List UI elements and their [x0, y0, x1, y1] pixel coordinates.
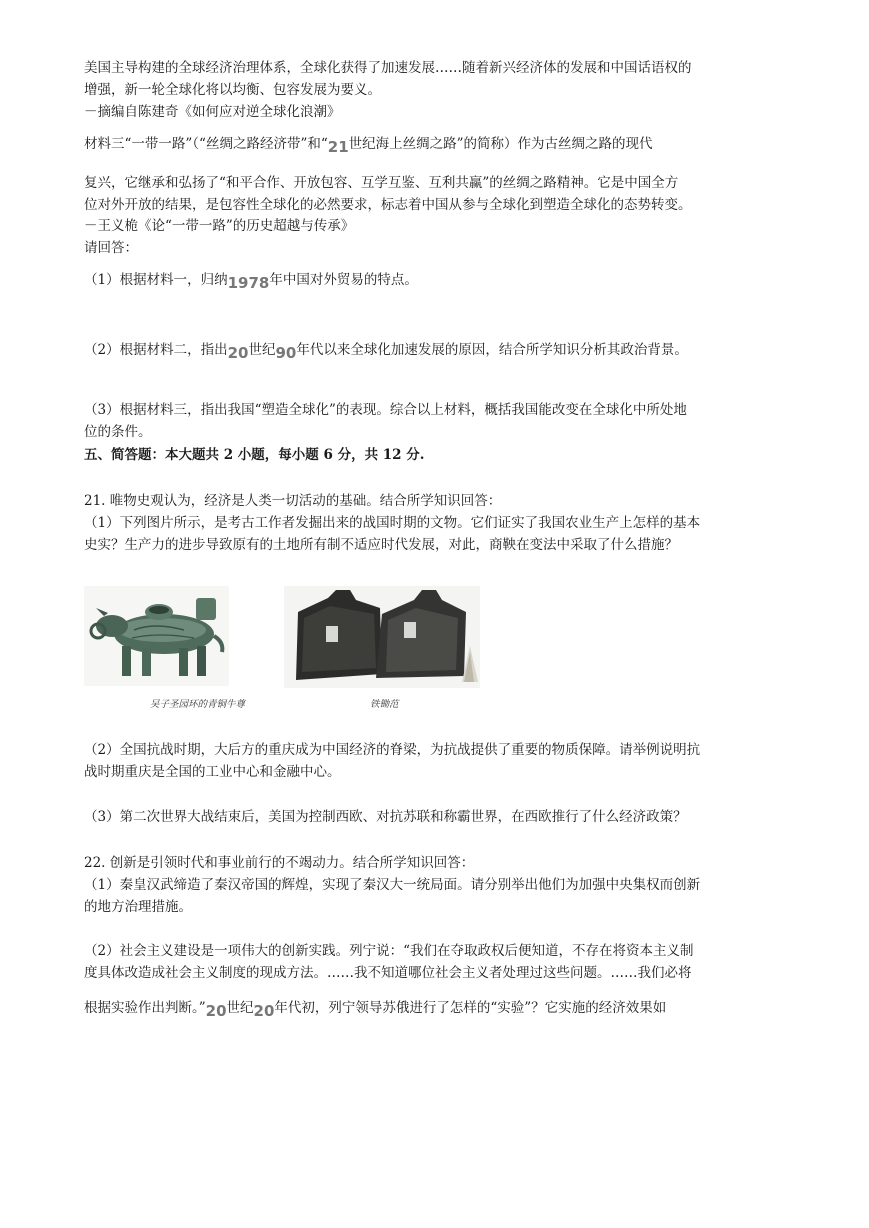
q21-part2-line2: 战时期重庆是全国的工业中心和金融中心。: [84, 764, 341, 780]
number-20-b: 20: [253, 1002, 275, 1020]
number-20-a: 20: [205, 1002, 227, 1020]
material3-source: －王义桅《论“一带一路”的历史超越与传承》: [84, 218, 355, 234]
q22-part2-line2: 度具体改造成社会主义制度的现成方法。……我不知道哪位社会主义者处理过这些问题。……我们必将: [84, 965, 692, 981]
material2-line2: 增强，新一轮全球化将以均衡、包容发展为要义。: [84, 82, 381, 98]
iron-hoe-mold-image: [284, 586, 480, 688]
q22-intro: 22. 创新是引领时代和事业前行的不竭动力。结合所学知识回答：: [84, 855, 475, 871]
material3-line2: 复兴，它继承和弘扬了“和平合作、开放包容、互学互鉴、互利共赢”的丝绸之路精神。它是中国全方: [84, 175, 679, 191]
number-1978: 1978: [227, 274, 270, 292]
material3-line3: 位对外开放的结果，是包容性全球化的必然要求，标志着中国从参与全球化到塑造全球化的态势转变。: [84, 197, 692, 213]
bronze-ox-zun-image: [84, 586, 229, 686]
number-20: 20: [227, 344, 249, 362]
answer-prompt: 请回答：: [84, 240, 138, 256]
question-2: （2）根据材料二，指出20世纪90年代以来全球化加速发展的原因，结合所学知识分析其政治背景。: [84, 342, 688, 362]
q22-part1-line2: 的地方治理措施。: [84, 899, 192, 915]
material2-source: －摘编自陈建奇《如何应对逆全球化浪潮》: [84, 104, 341, 120]
q22-part1-line1: （1）秦皇汉武缔造了秦汉帝国的辉煌，实现了秦汉大一统局面。请分别举出他们为加强中央集权而创新: [84, 877, 701, 893]
material2-line1: 美国主导构建的全球经济治理体系，全球化获得了加速发展……随着新兴经济体的发展和中国话语权的: [84, 60, 692, 76]
material3-line1: 材料三“一带一路”（“丝绸之路经济带”和“21世纪海上丝绸之路”的简称）作为古丝绸之路的现代: [84, 136, 653, 156]
q21-part3: （3）第二次世界大战结束后，美国为控制西欧、对抗苏联和称霸世界，在西欧推行了什么经济政策？: [84, 809, 687, 825]
q22-part2-line1: （2）社会主义建设是一项伟大的创新实践。列宁说：“我们在夺取政权后便知道，不存在将资本主义制: [84, 943, 694, 959]
question-3-line1: （3）根据材料三，指出我国“塑造全球化”的表现。综合以上材料，概括我国能改变在全球化中所处地: [84, 402, 687, 418]
caption-bronze-ox: 吴子圣园环的青铜牛尊: [150, 699, 246, 710]
q21-part1-line1: （1）下列图片所示，是考古工作者发掘出来的战国时期的文物。它们证实了我国农业生产上怎样的基本: [84, 515, 701, 531]
q21-part1-line2: 史实？生产力的进步导致原有的土地所有制不适应时代发展，对此，商鞅在变法中采取了什么措施？: [84, 537, 678, 553]
number-21: 21: [327, 138, 349, 156]
q22-part2-line3: 根据实验作出判断。”20世纪20年代初，列宁领导苏俄进行了怎样的“实验”？它实施的经济效果如: [84, 1000, 667, 1020]
question-3-line2: 位的条件。: [84, 424, 152, 440]
caption-iron-hoe: 铁锄范: [370, 699, 399, 710]
section-5-heading: 五、简答题：本大题共 2 小题，每小题 6 分，共 12 分.: [84, 447, 425, 463]
q21-part2-line1: （2）全国抗战时期，大后方的重庆成为中国经济的脊梁，为抗战提供了重要的物质保障。请举例说明抗: [84, 742, 701, 758]
question-1: （1）根据材料一，归纳1978年中国对外贸易的特点。: [84, 272, 418, 292]
number-90: 90: [275, 344, 297, 362]
q21-intro: 21. 唯物史观认为，经济是人类一切活动的基础。结合所学知识回答：: [84, 493, 502, 509]
